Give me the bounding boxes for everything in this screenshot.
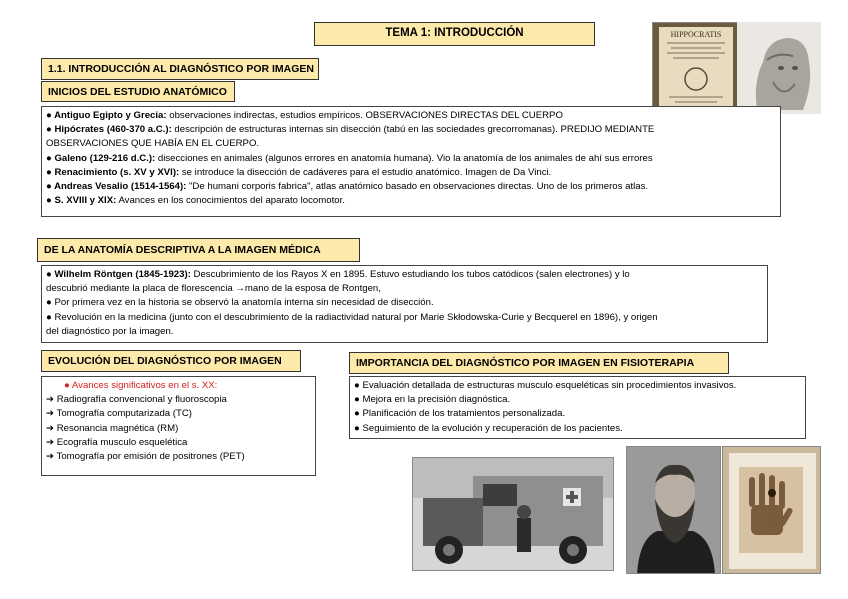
anatomy-history-box xyxy=(41,106,781,217)
list-item: ● Planificación de los tratamientos personalizada. xyxy=(354,408,566,420)
list-item: ➔ Ecografía musculo esquelética xyxy=(46,436,188,448)
radiology-van-photo xyxy=(412,457,614,571)
list-item: ➔ Tomografía computarizada (TC) xyxy=(46,408,192,420)
list-item: ● Andreas Vesalio (1514-1564): "De humani corporis fabrica", atlas anatómico basado en observaciones directas. Uno de los primeros atlas. xyxy=(46,181,649,193)
list-item: ● Evaluación detallada de estructuras musculo esqueléticas sin procedimientos invasivos. xyxy=(354,380,737,391)
list-item: ● Renacimiento (s. XV y XVI): se introduce la disección de cadáveres para el estudio anatómico. Imagen de Da Vinci. xyxy=(46,166,552,178)
hand-xray-photo xyxy=(722,446,821,574)
list-item: ● Galeno (129-216 d.C.): disecciones en animales (algunos errores en anatomía humana). Vio la anatomía de los animales de ahí sus errores xyxy=(46,152,653,164)
section-medical-imaging-heading: DE LA ANATOMÍA DESCRIPTIVA A LA IMAGEN MÉDICA xyxy=(37,238,360,262)
list-item: ● Por primera vez en la historia se observó la anatomía interna sin necesidad de disección. xyxy=(46,297,434,309)
physio-box xyxy=(349,376,806,439)
list-item: ● Hipócrates (460-370 a.C.): descripción de estructuras internas sin disección (tabú en las sociedades grecorromanas). PREDIJO MEDIANTE xyxy=(46,124,655,136)
section-physio-heading: IMPORTANCIA DEL DIAGNÓSTICO POR IMAGEN EN FISIOTERAPIA xyxy=(349,352,729,374)
evolution-box xyxy=(41,376,316,476)
list-item: ● Antiguo Egipto y Grecia: observaciones indirectas, estudios empíricos. OBSERVACIONES DIRECTAS DEL CUERPO xyxy=(46,110,563,121)
rontgen-portrait-photo xyxy=(626,446,721,574)
evolution-highlight: ● Avances significativos en el s. XX: xyxy=(64,380,218,391)
hippocratis-book-image xyxy=(652,22,738,114)
section-anatomy-heading: INICIOS DEL ESTUDIO ANATÓMICO xyxy=(41,81,235,102)
rontgen-box xyxy=(41,265,768,343)
section-intro-heading: 1.1. INTRODUCCIÓN AL DIAGNÓSTICO POR IMAGEN xyxy=(41,58,319,80)
hippocrates-bust-image xyxy=(737,22,821,114)
page-title: TEMA 1: INTRODUCCIÓN xyxy=(314,22,595,46)
list-item: ● S. XVIII y XIX: Avances en los conocimientos del aparato locomotor. xyxy=(46,195,345,207)
list-item: ● Wilhelm Röntgen (1845-1923): Descubrimiento de los Rayos X en 1895. Estuvo estudiando los tubos catódicos (salen electrones) y lo xyxy=(46,269,630,280)
list-item: descubrió mediante la placa de florescencia →mano de la esposa de Rontgen, xyxy=(46,283,381,295)
list-item: ● Seguimiento de la evolución y recuperación de los pacientes. xyxy=(354,422,623,434)
list-item: del diagnóstico por la imagen. xyxy=(46,325,174,337)
list-item: OBSERVACIONES QUE HABÍA EN EL CUERPO. xyxy=(46,138,260,150)
list-item: ➔ Radiografía convencional y fluoroscopia xyxy=(46,394,227,406)
list-item: ● Revolución en la medicina (junto con el descubrimiento de la radiactividad natural por Marie Skłodowska-Curie y Becquerel en 1896), y origen xyxy=(46,311,658,323)
svg-text:HIPPOCRATIS: HIPPOCRATIS xyxy=(670,30,722,39)
list-item: ➔ Resonancia magnética (RM) xyxy=(46,422,179,434)
list-item: ● Mejora en la precisión diagnóstica. xyxy=(354,394,511,406)
section-evolution-heading: EVOLUCIÓN DEL DIAGNÓSTICO POR IMAGEN xyxy=(41,350,301,372)
list-item: ➔ Tomografía por emisión de positrones (PET) xyxy=(46,451,245,463)
